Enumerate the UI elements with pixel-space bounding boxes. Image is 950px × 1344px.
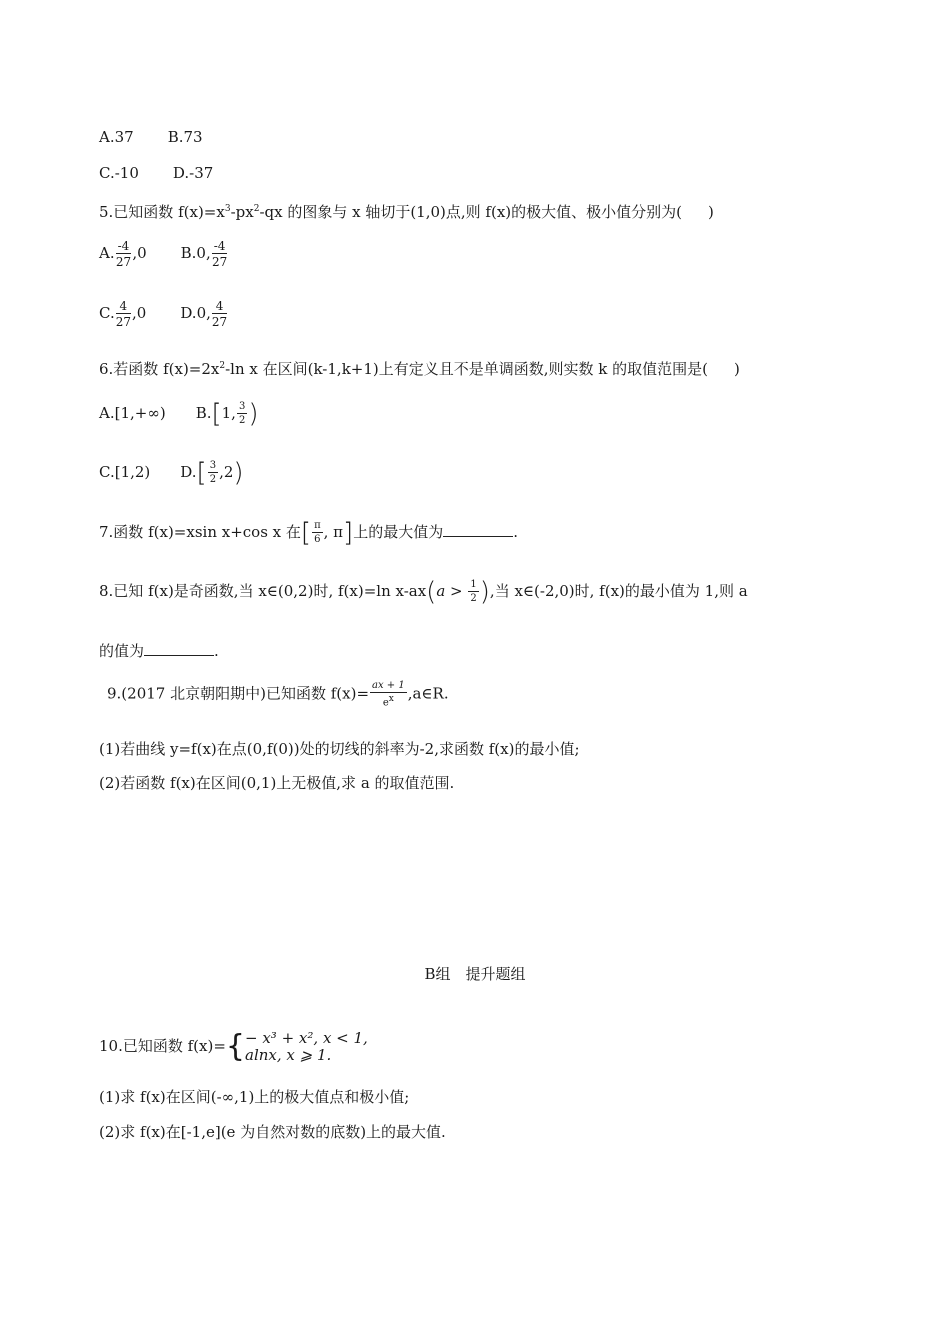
q5-stem: 5.已知函数 $f(x)=x^3-px^2-qx$ 的图象与 x 轴切于(1,0)点,则 f(x)的极大值、极小值分别为( ): [99, 203, 714, 221]
q5-option-d: D.0, $\frac{4}{27}$: [180, 299, 228, 329]
q4-option-a: A.37: [99, 128, 134, 146]
q5-option-b: B.0, $\frac{-4}{27}$: [180, 239, 228, 269]
q4-option-b: B.73: [167, 128, 203, 146]
q8-fraction: $\frac{1}{2}$: [470, 579, 477, 604]
q8-stem: 8.已知 f(x)是奇函数,当 x∈(0,2)时, f(x)=ln x-ax(a > $\frac{1}{2}$ ),当 x∈(-2,0)时, f(x)的最小值为 1,则 a: [99, 577, 748, 607]
q6-option-d: D.[ $\frac{3}{2}$ ,2): [180, 458, 244, 488]
q10-stem: 10.已知函数 f(x)={ − x³ + x², x < 1, alnx, x ⩾ 1.: [99, 1029, 368, 1064]
q9-part1: (1)若曲线 y=f(x)在点(0,f(0))处的切线的斜率为-2,求函数 f(x)的最小值;: [99, 740, 580, 758]
q10-part1: (1)求 f(x)在区间(-∞,1)上的极大值点和极小值;: [99, 1088, 410, 1106]
q4-options-row1: [99, 127, 203, 147]
q6-option-a: A.[1,+∞): [99, 404, 166, 422]
q10-part2: (2)求 f(x)在[-1,e](e 为自然对数的底数)上的最大值.: [99, 1123, 446, 1141]
q6-option-b: B.[1, $\frac{3}{2}$ ): [195, 399, 259, 429]
q7-answer-blank: [443, 522, 513, 537]
q8-line2: 的值为 .: [99, 642, 219, 660]
q9-stem: 9.(2017 北京朝阳期中)已知函数 f(x)= $\frac{ax + 1}{ex}$ ,a∈R.: [107, 680, 449, 709]
q7-fraction: $\frac{\pi}{6}$: [314, 520, 321, 545]
q6-options-row1: [99, 399, 259, 429]
q8-answer-blank: [144, 641, 214, 656]
q4-option-d: D.-37: [172, 164, 214, 182]
q10-piecewise: − x³ + x², x < 1, alnx, x ⩾ 1.: [245, 1029, 368, 1064]
q9-part2: (2)若函数 f(x)在区间(0,1)上无极值,求 a 的取值范围.: [99, 774, 455, 792]
q7-stem: 7.函数 f(x)=xsin x+cos x 在[ $\frac{\pi}{6}$ , π]上的最大值为 .: [99, 518, 518, 548]
q6-options-row2: [99, 458, 244, 488]
q5-option-c: C. $\frac{4}{27}$ ,0: [99, 299, 147, 329]
section-heading: B组 提升题组: [424, 965, 526, 983]
q6-stem: 6.若函数 $f(x)=2x^2-\ln$ x 在区间(k-1,k+1)上有定义且不是单调函数,则实数 k 的取值范围是( ): [99, 360, 740, 378]
q5-options-row2: [99, 300, 228, 328]
q6-option-c: C.[1,2): [99, 463, 151, 481]
q5-option-a: A. $\frac{-4}{27}$ ,0: [99, 239, 147, 269]
q5-options-row1: [99, 240, 228, 268]
q9-fraction: $\frac{ax + 1}{ex}$: [372, 680, 405, 709]
q4-option-c: C.-10: [99, 164, 139, 182]
q4-options-row2: [99, 163, 213, 183]
